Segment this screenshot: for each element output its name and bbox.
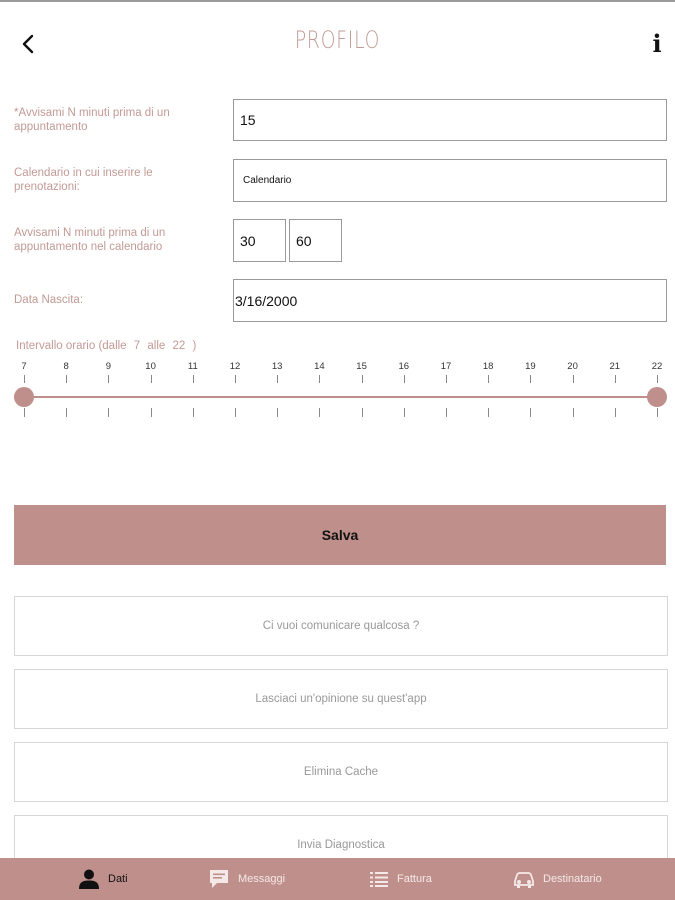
time-range-tick-mark (446, 408, 447, 417)
reminder-input[interactable] (240, 112, 660, 128)
time-range-tick-mark (277, 375, 278, 383)
time-range-tick-mark (108, 375, 109, 383)
tab-dati[interactable] (78, 858, 128, 900)
time-range-tick-mark (657, 408, 658, 417)
time-range-tick-mark (488, 375, 489, 383)
page-title: PROFILO (294, 26, 381, 54)
time-range-tick-mark (530, 408, 531, 417)
back-button[interactable] (14, 30, 42, 58)
time-range-tick-mark (151, 375, 152, 383)
time-range-tick-mark (362, 375, 363, 383)
calendar-reminder-field-2[interactable] (289, 219, 342, 262)
tab-destinatario[interactable] (513, 858, 602, 900)
tab-dati-label: Dati (108, 873, 128, 885)
time-range-tick-mark (362, 408, 363, 417)
calendar-reminder-label: Avvisami N minuti prima di un appuntamento nel calendario (14, 227, 166, 253)
list-icon (369, 869, 389, 889)
calendar-field[interactable] (233, 159, 667, 202)
time-range-tick-label: 13 (271, 361, 283, 372)
message-icon (208, 868, 230, 890)
chevron-left-icon (21, 33, 35, 55)
tab-messaggi[interactable] (208, 858, 285, 900)
info-button[interactable]: i (652, 29, 662, 58)
time-range-tick-label: 12 (229, 361, 241, 372)
time-range-tick-mark (66, 375, 67, 383)
time-range-tick-label: 18 (482, 361, 494, 372)
birth-date-field[interactable] (233, 279, 667, 322)
time-range-tick-mark (488, 408, 489, 417)
time-range-tick-label: 10 (145, 361, 156, 372)
birth-date-label: Data Nascita: (14, 294, 84, 306)
time-range-tick-mark (24, 408, 25, 417)
time-range-tick-mark (657, 375, 658, 383)
time-range-tick-label: 11 (187, 361, 198, 372)
time-range-tick-mark (151, 408, 152, 417)
time-range-tick-mark (66, 408, 67, 417)
review-button[interactable]: Lasciaci un'opinione su quest'app (14, 669, 668, 729)
time-range-tick-mark (404, 408, 405, 417)
time-range-tick-label: 20 (567, 361, 578, 372)
time-range-prefix: Intervallo orario (dalle (16, 340, 127, 352)
time-range-min-handle[interactable] (14, 387, 34, 407)
time-range-to: 22 (172, 340, 186, 352)
time-range-tick-mark (193, 408, 194, 417)
time-range-tick-label: 14 (314, 361, 325, 372)
time-range-tick-label: 7 (21, 361, 27, 372)
time-range-tick-mark (319, 375, 320, 383)
reminder-field[interactable] (233, 99, 667, 141)
time-range-tick-mark (615, 375, 616, 383)
time-range-tick-mark (573, 375, 574, 383)
time-range-tick-label: 19 (525, 361, 536, 372)
clear-cache-button[interactable]: Elimina Cache (14, 742, 668, 802)
tab-bar (0, 858, 675, 900)
birth-date-input[interactable] (235, 293, 660, 309)
car-icon (513, 870, 535, 888)
time-range-tick-label: 17 (440, 361, 452, 372)
person-icon (78, 868, 100, 890)
time-range-track[interactable] (24, 396, 657, 398)
time-range-tick-label: 21 (609, 361, 621, 372)
time-range-tick-label: 22 (651, 361, 663, 372)
save-button[interactable]: Salva (14, 505, 666, 565)
send-diagnostics-button[interactable]: Invia Diagnostica (14, 815, 668, 875)
time-range-tick-label: 8 (63, 361, 69, 372)
time-range-tick-mark (193, 375, 194, 383)
tab-destinatario-label: Destinatario (543, 873, 602, 885)
time-range-max-handle[interactable] (647, 387, 667, 407)
time-range-tick-mark (446, 375, 447, 383)
time-range-suffix: ) (192, 340, 197, 352)
tab-messaggi-label: Messaggi (238, 873, 286, 885)
time-range-from: 7 (133, 340, 141, 352)
contact-button[interactable]: Ci vuoi comunicare qualcosa ? (14, 596, 668, 656)
calendar-label: Calendario in cui inserire le prenotazioni: (14, 167, 153, 193)
time-range-tick-label: 16 (398, 361, 410, 372)
time-range-tick-mark (277, 408, 278, 417)
time-range-tick-label: 9 (105, 361, 112, 372)
time-range-tick-mark (235, 408, 236, 417)
time-range-tick-mark (573, 408, 574, 417)
time-range-tick-label: 15 (356, 361, 367, 372)
header (0, 2, 675, 82)
calendar-reminder-input-1[interactable] (240, 233, 279, 249)
tab-fattura[interactable] (369, 858, 432, 900)
time-range-tick-mark (319, 408, 320, 417)
calendar-reminder-input-2[interactable] (296, 233, 335, 249)
time-range-tick-mark (108, 408, 109, 417)
time-range-label (14, 340, 198, 352)
tab-fattura-label: Fattura (397, 873, 432, 885)
time-range-tick-mark (615, 408, 616, 417)
calendar-reminder-field-1[interactable] (233, 219, 286, 262)
time-range-tick-mark (24, 375, 25, 383)
time-range-mid: alle (147, 340, 166, 352)
calendar-input[interactable] (243, 175, 660, 186)
time-range-tick-mark (530, 375, 531, 383)
time-range-tick-mark (235, 375, 236, 383)
reminder-label: *Avvisami N minuti prima di un appuntamento (14, 107, 170, 133)
time-range-tick-mark (404, 375, 405, 383)
